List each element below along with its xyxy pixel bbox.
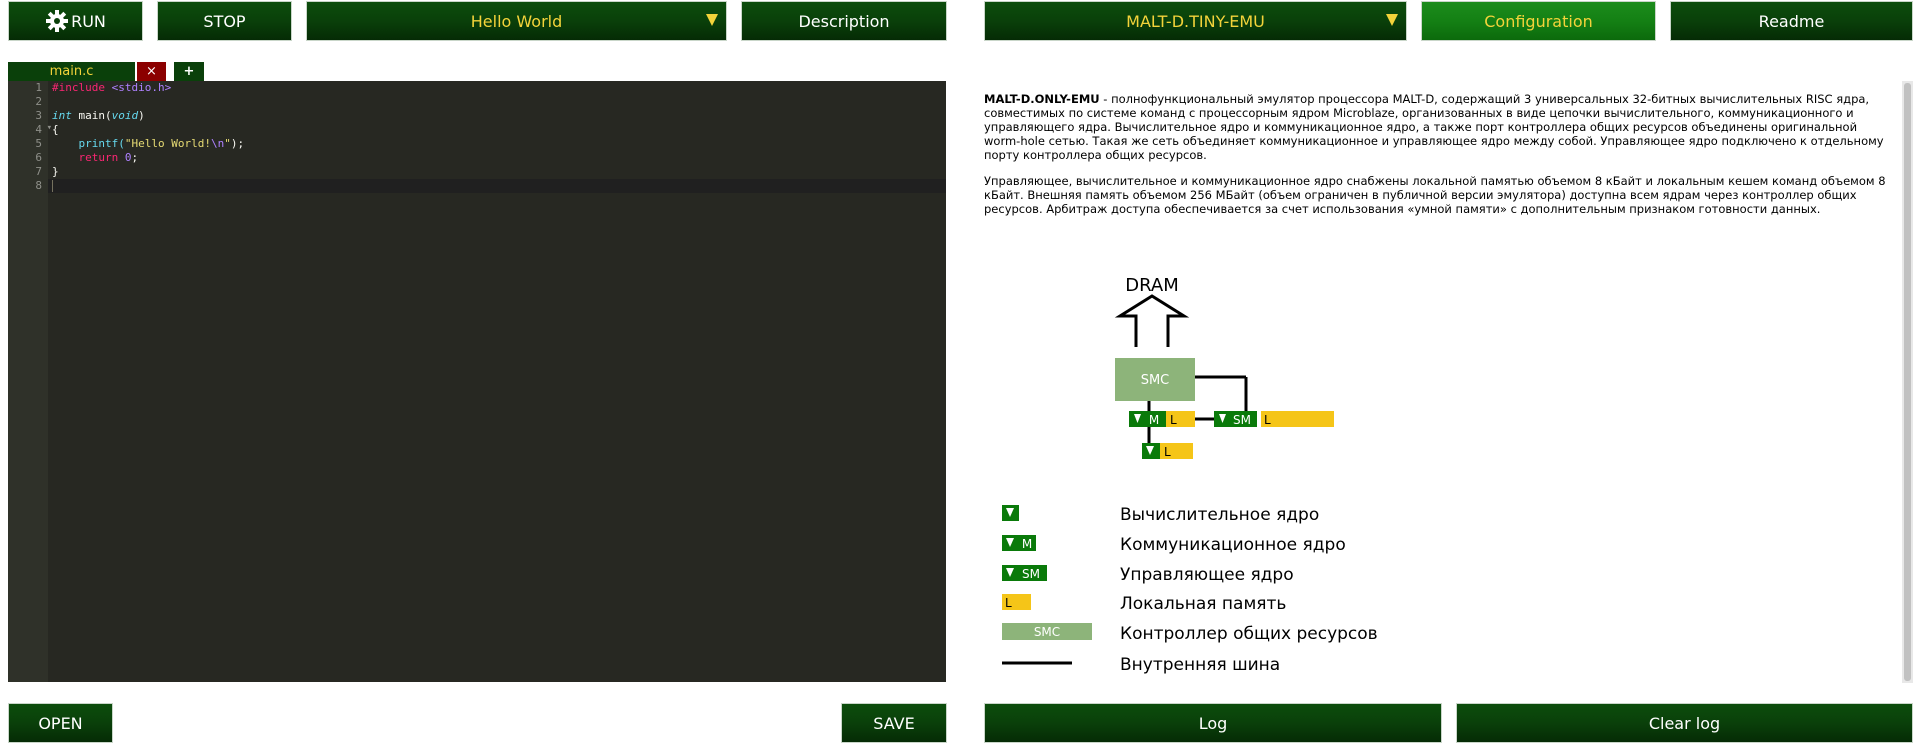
line-number[interactable]: 4 ▾ — [8, 123, 48, 137]
local-memory-label: L — [1170, 413, 1177, 427]
legend-l-badge: L — [1005, 596, 1012, 610]
comm-core-block — [1129, 411, 1166, 427]
tab-label: main.c — [49, 64, 94, 79]
chevron-down-icon — [1386, 14, 1398, 26]
run-button[interactable] — [8, 1, 143, 41]
line-number: 2 — [35, 95, 42, 108]
code-editor[interactable] — [8, 81, 946, 682]
line-number: 8 — [35, 179, 42, 192]
code-line: printf("Hello World!\n"); — [52, 137, 245, 150]
configuration-button[interactable]: Configuration — [1421, 1, 1656, 41]
local-memory-block — [1261, 411, 1334, 427]
line-number: 7 — [35, 165, 42, 178]
smc-block-label: SMC — [1140, 373, 1170, 388]
legend-comm-core: Коммуникационное ядро — [1120, 535, 1346, 555]
log-button[interactable]: Log — [984, 703, 1442, 743]
line-number: 1 — [35, 81, 42, 94]
line-number: 6 — [35, 151, 42, 164]
description-panel — [984, 80, 1890, 684]
gear-icon — [45, 9, 69, 33]
code-line: return 0; — [52, 151, 139, 164]
save-button[interactable]: SAVE — [841, 703, 947, 743]
dram-arrow-icon — [1120, 296, 1184, 347]
local-memory-label: L — [1164, 445, 1171, 459]
legend-local-memory: Локальная память — [1120, 594, 1287, 614]
dram-label: DRAM — [1125, 275, 1179, 296]
legend-smc-badge: SMC — [1033, 625, 1061, 639]
description-button[interactable]: Description — [741, 1, 947, 41]
legend-control-core: Управляющее ядро — [1120, 565, 1294, 585]
project-select[interactable] — [306, 1, 727, 41]
description-paragraph: MALT-D.ONLY-EMU - полнофункциональный эмулятор процессора MALT-D, содержащий 3 универсальных 32-битных вычислительных RISC ядра, совместимых по системе команд с процессорным ядром Microblaze, организованных в виде цепочки вычислительного, коммуникационного и управляющего ядра. Вычислительное ядро и коммуникационное ядро, а также порт контроллера общих ресурсов объединены оригинальной worm-hole сетью. Такая же сеть объединяет коммуникационное и управляющее ядро между собой. Управляющее ядро подключено к отдельному порту контроллера общих ресурсов. — [984, 92, 1884, 162]
scrollbar-thumb[interactable] — [1904, 83, 1911, 681]
code-line — [52, 179, 53, 193]
run-label: RUN — [71, 11, 106, 31]
tab-main-c[interactable] — [8, 62, 135, 81]
project-select-value: Hello World — [470, 11, 563, 31]
active-line-highlight — [48, 179, 946, 193]
legend-sm-badge: SM — [1022, 567, 1040, 581]
description-scrollbar[interactable] — [1902, 81, 1913, 683]
architecture-diagram — [984, 243, 1890, 675]
code-line: #include <stdio.h> — [52, 81, 172, 94]
chevron-down-icon — [706, 14, 718, 26]
emulator-select[interactable] — [984, 1, 1407, 41]
line-number: 3 — [35, 109, 42, 122]
legend-compute-core: Вычислительное ядро — [1120, 505, 1320, 525]
code-line: { — [52, 123, 59, 136]
description-paragraph: Управляющее, вычислительное и коммуникационное ядро снабжены локальной памятью объемом 8 кБайт и локальным кешем команд объемом 8 кБайт. Внешняя память объемом 256 МБайт (объем ограничен в публичной версии эмулятора) доступна всем ядрам через контроллер общих ресурсов. Арбитраж доступа обеспечивается за счет использования «умной памяти» с дополнительным признаком готовности данных. — [984, 174, 1886, 216]
line-gutter — [8, 81, 48, 682]
legend-smc-controller: Контроллер общих ресурсов — [1120, 624, 1378, 644]
legend-internal-bus: Внутренняя шина — [1120, 655, 1281, 675]
add-tab-button[interactable]: + — [174, 62, 204, 81]
line-number: 5 — [35, 137, 42, 150]
emulator-name: MALT-D.ONLY-EMU — [984, 92, 1100, 106]
local-memory-label: L — [1264, 413, 1271, 427]
stop-button[interactable]: STOP — [157, 1, 292, 41]
code-line: int main(void) — [52, 109, 145, 122]
readme-button[interactable]: Readme — [1670, 1, 1913, 41]
close-tab-button[interactable]: × — [137, 62, 166, 81]
open-button[interactable]: OPEN — [8, 703, 113, 743]
sm-core-label: SM — [1233, 413, 1251, 427]
text-cursor — [52, 180, 53, 192]
m-core-label: M — [1148, 413, 1160, 427]
emulator-select-value: MALT-D.TINY-EMU — [1126, 11, 1265, 31]
code-line: } — [52, 165, 59, 178]
clear-log-button[interactable]: Clear log — [1456, 703, 1913, 743]
legend-m-badge: M — [1021, 537, 1033, 551]
